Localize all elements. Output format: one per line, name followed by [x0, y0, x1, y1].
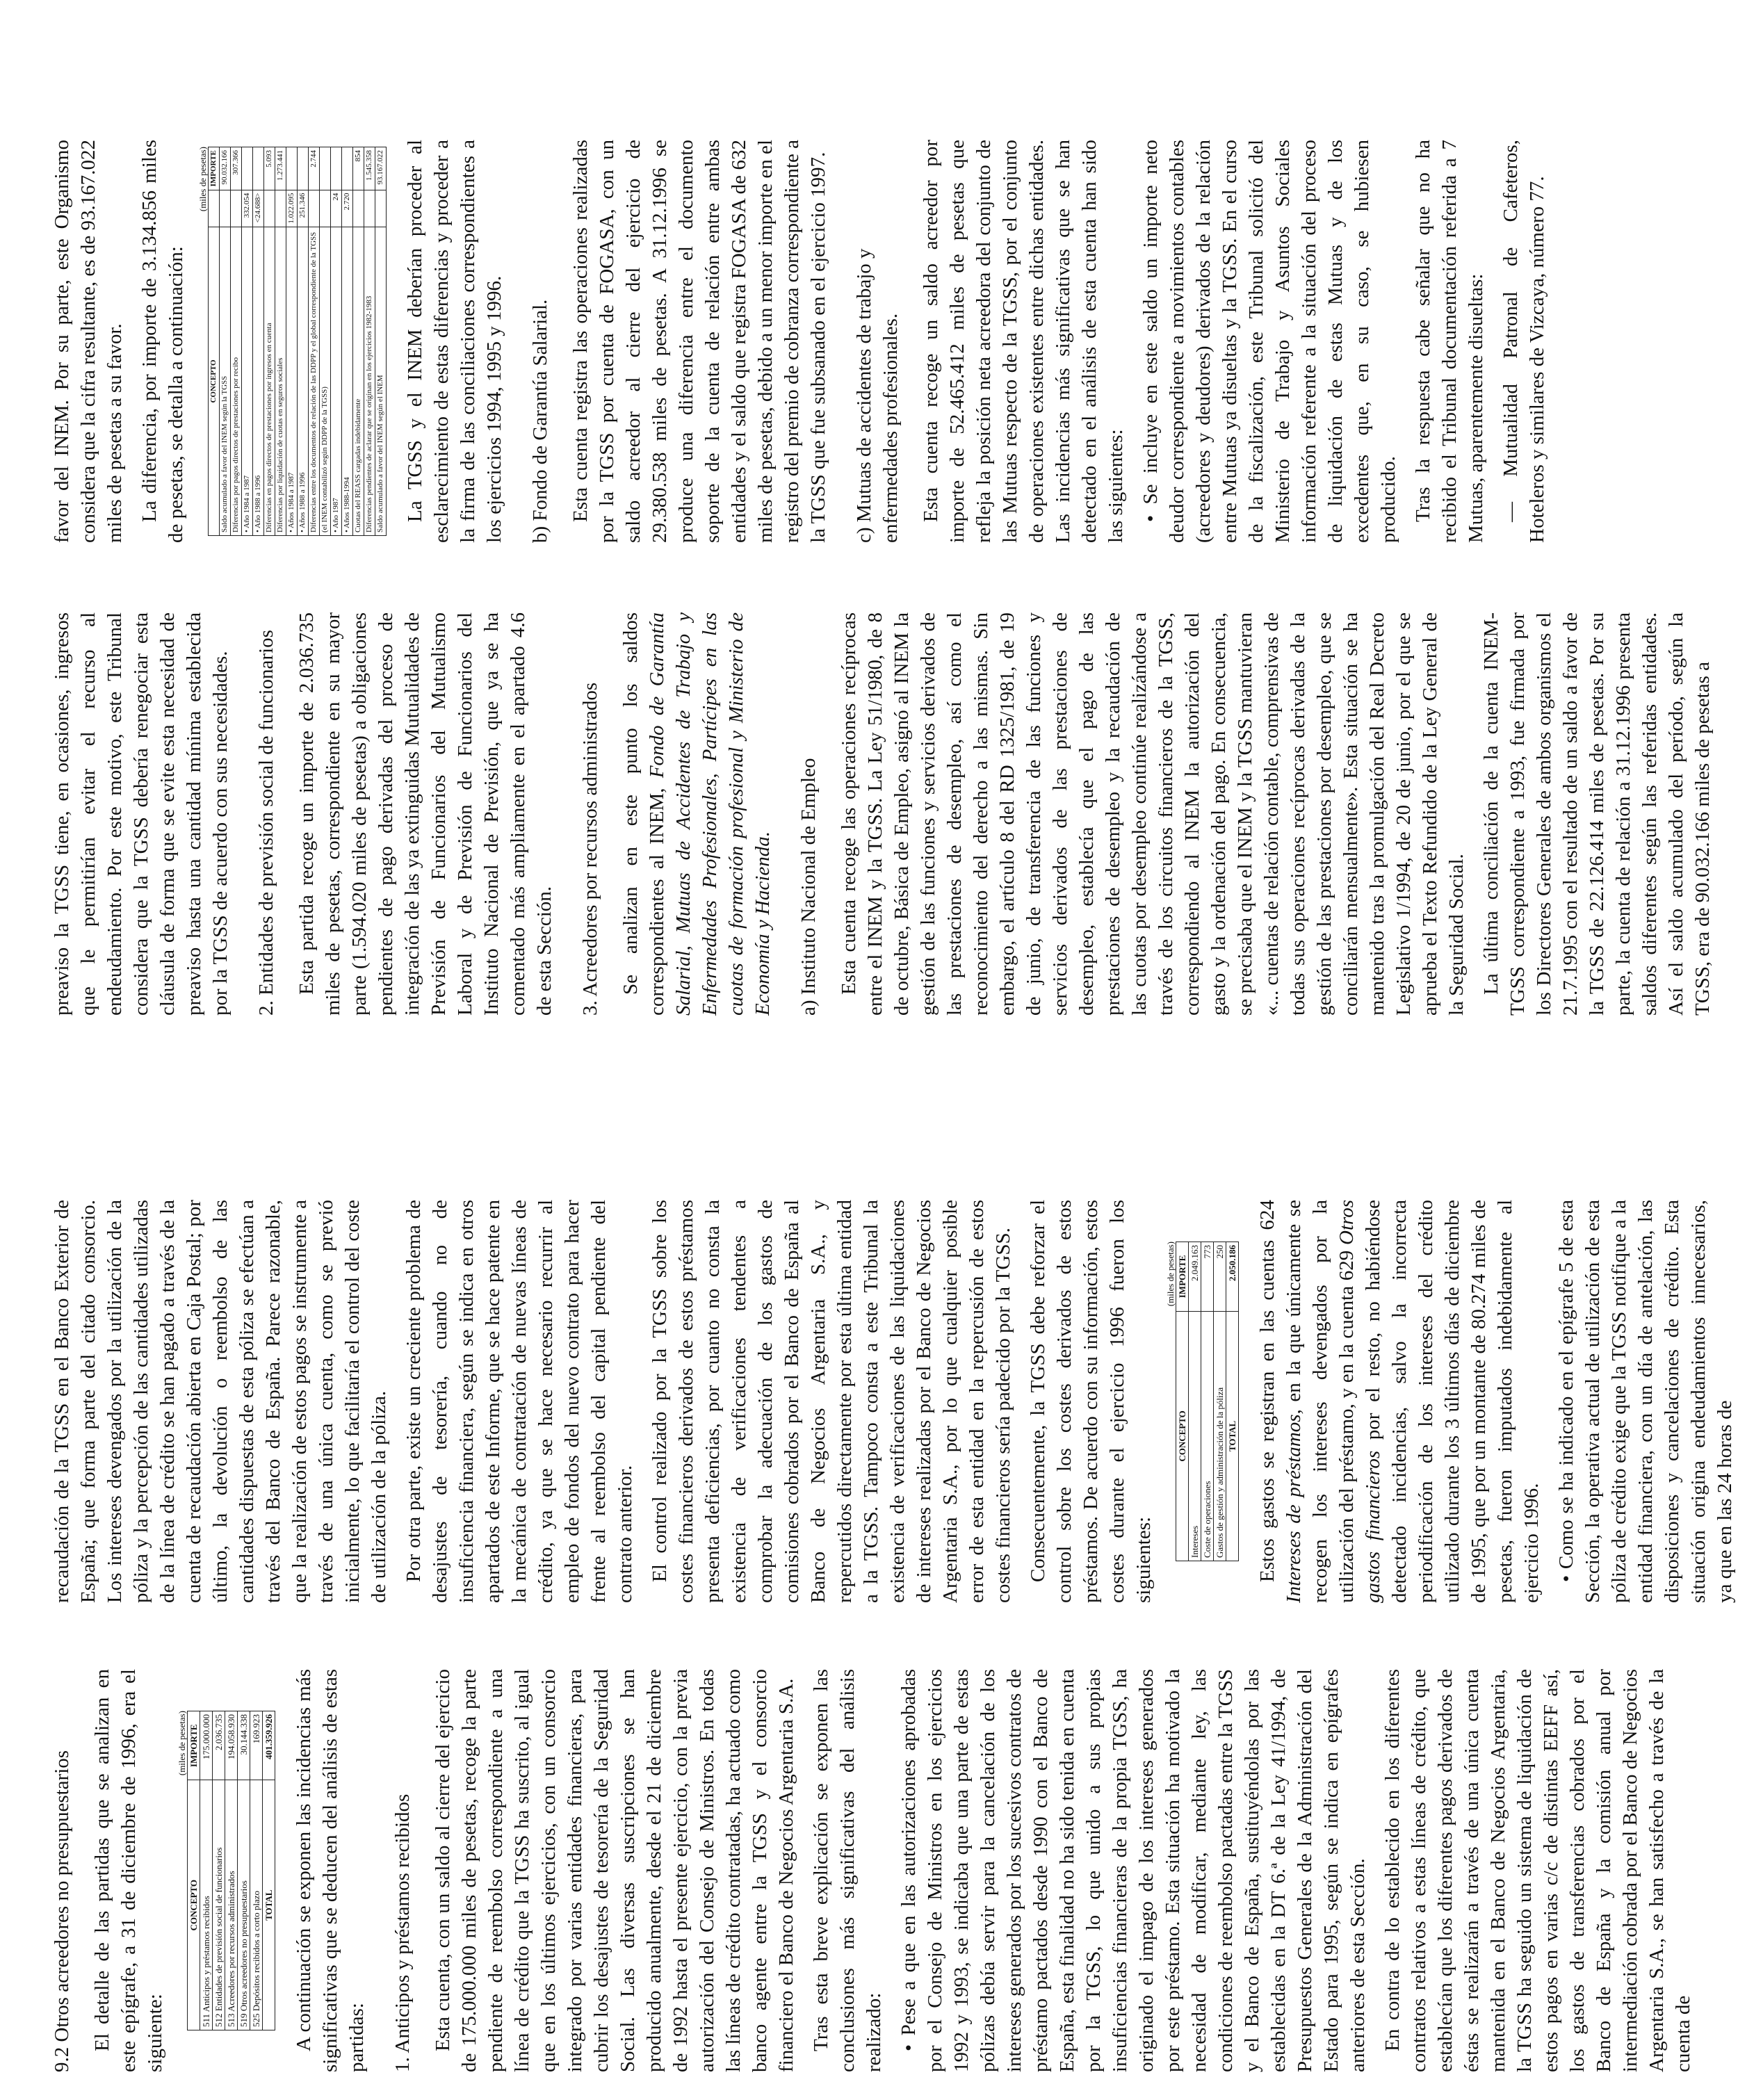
table-row — [309, 147, 320, 536]
table-header: IMPORTE — [209, 147, 220, 190]
table-diferencias-inem — [197, 147, 387, 536]
paragraph: La TGSS y el INEM deberían proceder al esclarecimiento de estas diferencias y proceder a la firma de las conciliaciones correspondientes a los ejercicios 1994, 1995 y 1996. — [404, 140, 505, 543]
table-cell: 251.346 — [298, 190, 309, 227]
table-cell: 93.167.022 — [375, 147, 387, 190]
table-row — [275, 147, 286, 536]
table-cell: 513 Acreedores por recursos administrados — [225, 1780, 238, 2030]
text-run: Se analizan en este punto los saldos correspondientes al INEM, — [619, 612, 668, 1016]
table-cell: Saldo acumulado a favor del INEM según la TGSS — [220, 227, 231, 535]
paragraph — [1254, 1200, 1545, 1603]
table-row — [298, 147, 309, 536]
table-cell — [353, 190, 364, 227]
table-row — [225, 1711, 238, 2030]
table-header: CONCEPTO — [188, 1780, 200, 2030]
table-costes-financieros — [1165, 1242, 1239, 1561]
table-cell: 307.366 — [231, 147, 242, 190]
table-row — [264, 147, 275, 536]
column-1 — [49, 1669, 1694, 2072]
italic-run: Fondo de Garantía Salarial, Mutuas de Accidentes de Trabajo y Enfermedades Profesionales, Partícipes en las cuotas de formación profesional y Ministerio de Economía y Hacienda. — [646, 612, 774, 1016]
table-row — [213, 1711, 225, 2030]
table-cell: 332.054 — [242, 190, 253, 227]
table-cell: Coste de operaciones — [1201, 1311, 1214, 1561]
section-heading-9-2: 9.2 Otros acreedores no presupuestarios — [51, 1750, 73, 2072]
table-cell: 1.273.441 — [275, 147, 286, 190]
table-body — [220, 147, 387, 536]
table-cell — [298, 147, 309, 190]
subsection-heading: 3. Acreedores por recursos administrados — [579, 682, 601, 1016]
text-run: por el resto, no habiéndose detectado incidencias, salvo la incorrecta periodificación de los intereses del crédito utilizado durante los 3 últimos días de diciembre de 1995, que por un montante de 80.274 miles de pesetas, fueron imputados indebidamente al ejercicio 1996. — [1362, 1200, 1543, 1603]
table-row — [353, 147, 364, 536]
table-cell: 1.545.358 — [364, 147, 375, 190]
table-row — [342, 147, 353, 536]
paragraph: Esta partida recoge un importe de 2.036.735 miles de pesetas, correspondiente en su mayor parte (1.594.020 miles de pesetas) a obligaciones pendientes de pago derivadas del proceso de integración de las ya extinguidas Mutualidades de Previsión de Funcionarios del Mutualismo Laboral y de Previsión de Funcionarios del Instituto Nacional de Previsión, que ya se ha comentado más ampliamente en el apartado 4.6 de esta Sección. — [295, 612, 555, 1016]
table-cell: Saldo acumulado a favor del INEM según el INEM — [375, 227, 387, 535]
table-cell — [231, 190, 242, 227]
table-cell: 519 Otros acreedores no presupuestarios — [238, 1780, 250, 2030]
table-cell: • Año 1987 — [331, 227, 342, 535]
table-row — [238, 1711, 250, 2030]
table-row — [231, 147, 242, 536]
table-cell: 854 — [353, 147, 364, 190]
table-cell — [286, 147, 298, 190]
subsection-heading: c) Mutuas de accidentes de trabajo y enfermedades profesionales. — [853, 248, 902, 543]
table-cell: Diferencias por liquidación de cuotas en seguros sociales — [275, 227, 286, 535]
table-cell — [264, 190, 275, 227]
table-cell — [242, 147, 253, 190]
table-cell: • Años 1984 a 1987 — [286, 227, 298, 535]
paragraph: Esta cuenta recoge las operaciones recíprocas entre el INEM y la TGSS. La Ley 51/1980, de 8 de octubre, Básica de Empleo, asignó al INEM la gestión de las funciones y servicios derivados de las prestaciones de desempleo, así como el reconocimiento del derecho a las mismas. Sin embargo, el artículo 8 del RD 1325/1981, de 19 de junio, de transferencia de las funciones y servicios derivados de las prestaciones de desempleo, establecía que el pago de las prestaciones de desempleo y la recaudación de las cuotas por desempleo continúe realizándose a través de los circuitos financieros de la TGSS, correspondiendo al INEM la autorización del gasto y la ordenación del pago. En consecuencia, se precisaba que el INEM y la TGSS mantuvieran «... cuentas de relación contable, comprensivas de todas sus operaciones recíprocas derivadas de la gestión de las prestaciones por desempleo, que se conciliarán mensualmente». Esta situación se ha mantenido tras la promulgación del Real Decreto Legislativo 1/1994, de 20 de junio, por el que se aprueba el Texto Refundido de la Ley General de la Seguridad Social. — [838, 612, 1468, 1016]
table-cell: Intereses — [1189, 1311, 1201, 1561]
table-cell — [309, 190, 320, 227]
table-cell: Cuotas del REASS cargadas indebidamente — [353, 227, 364, 535]
table-cell: 169.923 — [250, 1711, 263, 1780]
table-cell: 512 Entidades de previsión social de funcionarios — [213, 1780, 225, 2030]
paragraph: Esta cuenta registra las operaciones realizadas por la TGSS por cuenta de FOGASA, con un saldo acreedor al cierre del ejercicio de 29.380.538 miles de pesetas. A 31.12.1996 se produce una diferencia entre el documento soporte de la cuenta de relación entre ambas entidades y el saldo que registra FOGASA de 632 miles de pesetas, debido a un menor importe en el registro del premio de cobranza correspondiente a la TGSS que fue subsanado en el ejercicio 1997. — [569, 140, 829, 543]
italic-run: Otros gastos financieros — [1335, 1200, 1384, 1603]
table-unit: (miles de pesetas) — [197, 147, 208, 212]
paragraph: Esta cuenta recoge un saldo acreedor por importe de 52.465.412 miles de pesetas que refleja la posición neta acreedora del conjunto de las Mutuas respecto de la TGSS, por el conjunto de operaciones existentes entre dichas entidades. Las incidencias más significativas que se han detectado en el análisis de esta cuenta han sido las siguientes: — [920, 140, 1127, 543]
table-row — [286, 147, 298, 536]
paragraph: El control realizado por la TGSS sobre los costes financieros derivados de estos préstamos presenta deficiencias, por cuanto no consta la existencia de verificaciones tendentes a comprobar la adecuación de los gastos de comisiones cobrados por el Banco de España al Banco de Negocios Argentaria S.A., y repercutidos directamente por esta última entidad a la TGSS. Tampoco consta a este Tribunal la existencia de verificaciones de las liquidaciones de intereses realizadas por el Banco de Negocios Argentaria S.A., por lo que cualquier posible error de esta entidad en la repercusión de estos costes financieros sería padecido por la TGSS. — [649, 1200, 1014, 1603]
paragraph: preaviso la TGSS tiene, en ocasiones, ingresos que le permitirían evitar el recurso al endeudamiento. Por este motivo, este Tribunal considera que la TGSS debería renegociar esta cláusula de forma que se evite esta necesidad de preaviso hasta una cantidad mínima establecida por la TGSS de acuerdo con sus necesidades. — [51, 612, 232, 1016]
paragraph: Consecuentemente, la TGSS debe reforzar el control sobre los costes derivados de estos préstamos. De acuerdo con su información, estos costes durante el ejercicio 1996 fueron los siguientes: — [1027, 1200, 1155, 1603]
table-row — [250, 1711, 263, 2030]
table-cell — [331, 147, 342, 190]
table-row — [253, 147, 264, 536]
paragraph: recaudación de la TGSS en el Banco Exterior de España; que forma parte del citado consorcio. Los intereses devengados por la utilización de la póliza y la percepción de las cantidades utilizadas de la línea de crédito se han pagado a través de la cuenta de recaudación abierta en Caja Postal; por último, la devolución o reembolso de las cantidades dispuestas de esta póliza se efectúan a través del Banco de España. Parece razonable, que la realización de estos pagos se instrumente a través de una única cuenta, como se previó inicialmente, lo que facilitaría el control del coste de utilización de la póliza. — [51, 1200, 390, 1603]
paragraph: favor del INEM. Por su parte, este Organismo considera que la cifra resultante, es de 93.167.022 miles de pesetas a su favor. — [51, 140, 126, 543]
table-cell — [275, 190, 286, 227]
table-row — [200, 1711, 213, 2030]
table-otros-acreedores — [177, 1711, 275, 2030]
paragraph: • Pese a que en las autorizaciones aprobadas por el Consejo de Ministros en los ejercicios 1992 y 1993, se indicaba que una parte de estas pólizas debía servir para la cancelación de los intereses generados por los sucesivos contratos de préstamo pactados desde 1990 con el Banco de España, esta finalidad no ha sido tenida en cuenta por la TGSS, lo que unido a sus propias insuficiencias financieras de la propia TGSS, ha originado el impago de los intereses generados por este préstamo. Esta situación ha motivado la necesidad de modificar, mediante ley, las condiciones de reembolso pactadas entre la TGSS y el Banco de España, sustituyéndolas por las establecidas en la DT 6.ª de la Ley 41/1994, de Presupuestos Generales de la Administración del Estado para 1995, según se indica en epígrafes anteriores de esta Sección. — [898, 1669, 1369, 2072]
table-cell: 24 — [331, 190, 342, 227]
table-cell: Diferencias por pagos directos de prestaciones por recibo — [231, 227, 242, 535]
paragraph: — Mutualidad Patronal de Cafeteros, Hoteleros y similares de Vizcaya, número 77. — [1500, 140, 1548, 543]
table-header: IMPORTE — [1176, 1242, 1189, 1312]
table-total-row — [263, 1711, 275, 2030]
table-cell: • Años 1988 a 1996 — [298, 227, 309, 535]
paragraph: La diferencia, por importe de 3.134.856 miles de pesetas, se detalla a continuación: — [138, 140, 187, 543]
paragraph: A continuación se exponen las incidencias más significativas que se deducen del análisis de estas partidas: — [293, 1669, 368, 2072]
table-cell: 175.000.000 — [200, 1711, 213, 1780]
table-header — [209, 190, 220, 227]
paragraph: • Se incluye en este saldo un importe neto deudor correspondiente a movimientos contables (acreedores y deudores) derivados de la relación entre Mutuas ya disueltas y la TGSS. En el curso de la fiscalización, este Tribunal solicitó del Ministerio de Trabajo y Asuntos Sociales información referente a la situación del proceso de liquidación de estas Mutuas y de los excedentes que, en su caso, se hubiesen producido. — [1139, 140, 1399, 543]
subsection-heading: 1. Anticipos y préstamos recibidos — [391, 1793, 414, 2072]
table-cell: • Año 1988 a 1996 — [253, 227, 264, 535]
paragraph: Por otra parte, existe un creciente problema de desajustes de tesorería, cuando no de insuficiencia financiera, según se indica en otros apartados de este Informe, que se hace patente en la mecánica de contratación de nuevas líneas de crédito, ya que se hace necesario recurrir al empleo de fondos del nuevo contrato para hacer frente al reembolso del capital pendiente del contrato anterior. — [403, 1200, 636, 1603]
paragraph: Esta cuenta, con un saldo al cierre del ejercicio de 175.000.000 miles de pesetas, recoge la parte pendiente de reembolso correspondiente a una línea de crédito que la TGSS ha suscrito, al igual que en los últimos ejercicios, con un consorcio integrado por varias entidades financieras, para cubrir los desajustes de tesorería de la Seguridad Social. Las diversas suscripciones se han producido anualmente, desde el 21 de diciembre de 1992 hasta el presente ejercicio, con la previa autorización del Consejo de Ministros. En todas las líneas de crédito contratadas, ha actuado como banco agente entre la TGSS y el consorcio financiero el Banco de Negocios Argentaria S.A. — [432, 1669, 797, 2072]
table-cell: TOTAL — [263, 1780, 275, 2030]
table-cell: <24.688> — [253, 190, 264, 227]
table-cell: 401.359.926 — [263, 1711, 275, 1780]
subsection-heading: a) Instituto Nacional de Empleo — [797, 758, 820, 1016]
table-row — [320, 147, 331, 536]
table-total-row — [1226, 1242, 1239, 1561]
table-header: CONCEPTO — [209, 227, 220, 535]
table-cell — [220, 190, 231, 227]
text-run: Estos gastos se registran en las cuentas 624 — [1256, 1200, 1278, 1582]
table-cell: 2.720 — [342, 190, 353, 227]
table-cell — [342, 147, 353, 190]
text-run: en la que únicamente se recogen los intereses devengados por la utilización del préstamo, y en la cuenta 629 — [1283, 1200, 1358, 1603]
table-cell: 194.058.930 — [225, 1711, 238, 1780]
table-cell: 5.093 — [264, 147, 275, 190]
table-row — [375, 147, 387, 536]
table-cell: 2.744 — [309, 147, 320, 190]
table-unit: (miles de pesetas) — [1165, 1242, 1176, 1307]
table-cell: 30.144.338 — [238, 1711, 250, 1780]
italic-run: Intereses de préstamos, — [1283, 1409, 1305, 1603]
paragraph: El detalle de las partidas que se analizan en este epígrafe, a 31 de diciembre de 1996, era el siguiente: — [91, 1669, 166, 2072]
column-4 — [49, 140, 1599, 543]
column-3 — [49, 612, 1714, 1016]
paragraph: En contra de lo establecido en los diferentes contratos relativos a estas líneas de crédito, que establecían que los diferentes pagos derivados de éstas se realizarán a través de una única cuenta mantenida en el Banco de Negocios Argentaria, la TGSS ha seguido un sistema de liquidación de estos pagos en varias c/c de distintas EEFF así, los gastos de transferencias cobrados por el Banco de España y la comisión anual por intermediación cobrada por el Banco de Negocios Argentaria S.A., se han satisfecho a través de la cuenta de — [1381, 1669, 1694, 2072]
table-row — [331, 147, 342, 536]
table-row — [220, 147, 231, 536]
table-row — [364, 147, 375, 536]
table-cell: 511 Anticipos y préstamos recibidos — [200, 1780, 213, 2030]
paragraph — [617, 612, 776, 1016]
table-cell: 1.022.095 — [286, 190, 298, 227]
table-cell — [375, 190, 387, 227]
table-unit: (miles de pesetas) — [177, 1711, 187, 1776]
table-row — [1214, 1242, 1226, 1561]
paragraph: • Como se ha indicado en el epígrafe 5 de esta Sección, la operativa actual de utilización de esta póliza de crédito exige que la TGSS notifique a la entidad financiera, con un día de antelación, las disposiciones y cancelaciones de crédito. Esta situación origina endeudamientos innecesarios, ya que en las 24 horas de — [1555, 1200, 1736, 1603]
table-header: IMPORTE — [188, 1711, 200, 1780]
table-cell: (el INEM contabilizó según DDPP de la TGSS) — [320, 227, 331, 535]
table-cell: 2.049.163 — [1189, 1242, 1201, 1312]
table-cell: Gastos de gestión y administración de la póliza — [1214, 1311, 1226, 1561]
table-cell: 2.050.186 — [1226, 1242, 1239, 1312]
table-cell: 525 Depósitos recibidos a corto plazo — [250, 1780, 263, 2030]
table-cell: Diferencias en pagos directos de prestaciones por ingresos en cuenta — [264, 227, 275, 535]
table-cell — [320, 190, 331, 227]
table-row — [242, 147, 253, 536]
paragraph: Tras esta breve explicación se exponen las conclusiones más significativas del análisis realizado: — [810, 1669, 885, 2072]
table-cell: • Años 1988-1994 — [342, 227, 353, 535]
table-row — [1201, 1242, 1214, 1561]
paragraph: La última conciliación de la cuenta INEM-TGSS correspondiente a 1993, fue firmada por los Directores Generales de ambos organismos el 21.7.1995 con el resultado de un saldo a favor de la TGSS de 22.126.414 miles de pesetas. Por su parte, la cuenta de relación a 31.12.1996 presenta saldos diferentes según las referidas entidades. Así el saldo acumulado del período, según la TGSS, era de 90.032.166 miles de pesetas a — [1480, 612, 1714, 1016]
table-cell: Diferencias pendientes de aclarar que se originan en los ejercicios 1982-1983 — [364, 227, 375, 535]
table-cell: 2.036.735 — [213, 1711, 225, 1780]
table-cell — [320, 147, 331, 190]
table-cell: 773 — [1201, 1242, 1214, 1312]
subsection-heading: b) Fondo de Garantía Salarial. — [529, 299, 551, 543]
table-cell: 90.032.166 — [220, 147, 231, 190]
column-2 — [49, 1200, 1736, 1603]
table-row — [1189, 1242, 1201, 1561]
table-cell — [364, 190, 375, 227]
table-cell: 250 — [1214, 1242, 1226, 1312]
subsection-heading: 2. Entidades de previsión social de funcionarios — [255, 630, 277, 1016]
table-cell: Diferencias entre los documentos de relación de las DDPP y el global correspondiente de la TGSS — [309, 227, 320, 535]
table-cell — [253, 147, 264, 190]
paragraph: Tras la respuesta cabe señalar que no ha recibido el Tribunal documentación referida a 7 Mutuas, aparentemente disueltas: — [1412, 140, 1487, 543]
table-cell: TOTAL — [1226, 1311, 1239, 1561]
table-cell: • Año 1984 a 1987 — [242, 227, 253, 535]
table-header: CONCEPTO — [1176, 1311, 1189, 1561]
